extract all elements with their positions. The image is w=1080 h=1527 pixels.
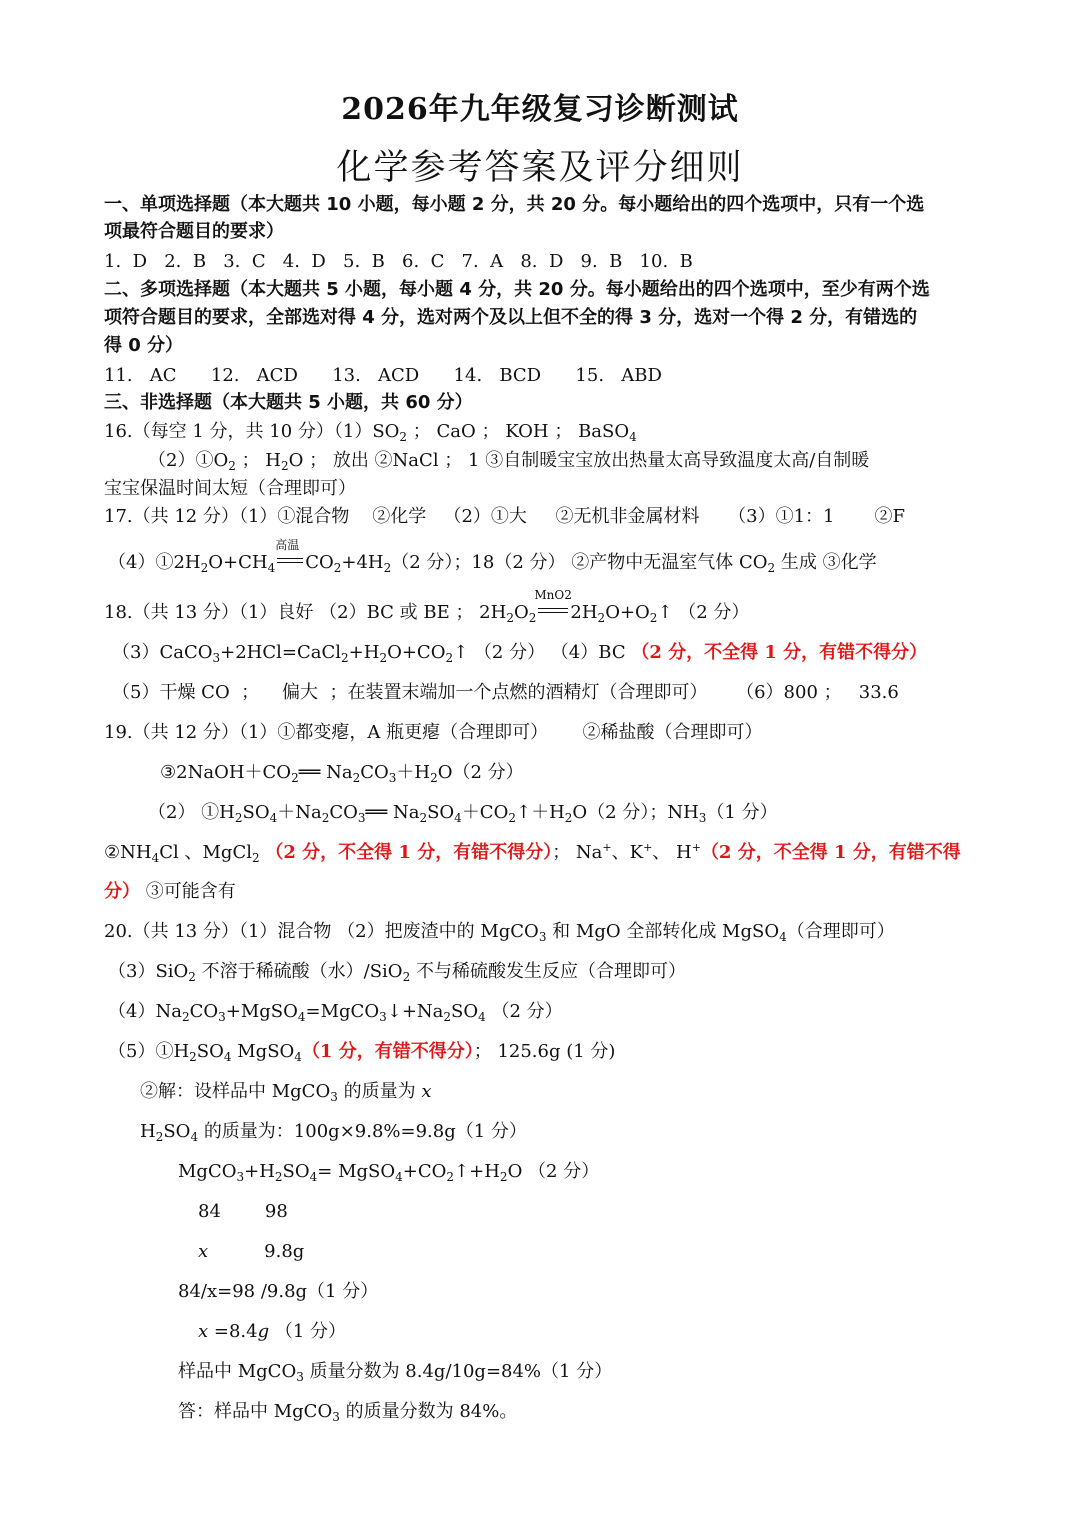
part1-heading-line2: 项最符合题目的要求） [104,221,284,242]
q18-line1: 18.（共 13 分）（1）良好 （2）BC 或 BE ； $2H_2O_2$ MnO2 $2H_2O+O_2↑$ （2 分） [104,588,750,625]
q20-masses: x 9.8g [198,1241,305,1262]
q16-line2: $(2)①O_2$ ； $H_2O$ ； 放出 ②NaCl ； 1 ③自制暖宝宝放出热量太高导致温度太高/自制暖 [148,450,870,473]
q19-tail: ③可能含有 [145,881,236,902]
q19-line5 [104,880,236,904]
q20-solve: ②解：设样品中 MgCO$_3$ 的质量为 x [140,1081,432,1104]
q20-acid-mass: $H_2SO_4$ 的质量为：100g×9.8%=9.8g（1 分） [140,1121,527,1144]
q18-line3: （5）干燥 CO ； 偏大 ；在装置末端加一个点燃的酒精灯（合理即可） （6）800 ； 33.6 [112,682,899,703]
scoring-note: （1 分，有错不得分） [301,1041,474,1062]
molar-mass-h2so4: 98 [264,1201,288,1222]
q17-line2: $(4)①2H_2O+CH_4$ 高温 $CO_2+4H_2(2$ 分）；18（2 分） ②产物中无温室气体 $CO_2$ 生成 ③化学 [108,538,877,575]
q16-prefix: 16.（每空 1 分，共 10 分）（1）SO [104,421,400,442]
q16-line3: 宝宝保温时间太短（合理即可） [104,478,356,499]
q20-result: x =8.4g （1 分） [198,1321,347,1342]
q20-ratio: 84/x=98 /9.8g（1 分） [178,1281,379,1302]
reaction-condition: 高温 [275,551,305,575]
q16-line2-text: ③自制暖宝宝放出热量太高导致温度太高/自制暖 [485,450,870,471]
q17-tail: ；18（2 分） ②产物中无温室气体 CO [453,552,768,573]
part3-heading: 三、非选择题（本大题共 5 小题，共 60 分） [104,392,473,413]
molar-mass-mgco3: 84 [198,1201,221,1222]
part2-heading-line2: 项符合题目的要求，全部选对得 4 分，选对两个及以上但不全的得 3 分，选对一个得 2 分，有错选的 [104,307,918,328]
q20-line3: $(4)Na_2CO_3+MgSO_4=MgCO_3↓+Na_2SO_4$ （2 分） [108,1001,563,1024]
scoring-note-split: （2 分，不全得 1 分，有错不得 [700,842,961,863]
q20-line2: （3）SiO$_2$ 不溶于稀硫酸（水）/SiO$_2$ 不与稀硫酸发生反应（合理即可） [108,961,686,984]
q20-equation: $MgCO_3+H_2SO_4=$ $MgSO_4+CO_2↑+H_2O$ （2 分） [178,1161,600,1184]
acid-mass-value: 9.8g [264,1241,305,1262]
q20-answer: 答：样品中 MgCO$_3$ 的质量分数为 84%。 [178,1401,518,1424]
q20-prefix: 20.（共 13 分）（1）混合物 （2）把废渣中的 MgCO [104,921,539,942]
scoring-note-split-end: 分） [104,881,140,902]
part2-heading-line3: 得 0 分） [104,335,184,356]
part1-answers: 1. D 2. B 3. C 4. D 5. B 6. C 7. A 8. D 9. B 10. B [104,251,693,272]
scoring-note: （2 分，不全得 1 分，有错不得分） [265,842,553,863]
scoring-note: （2 分，不全得 1 分，有错不得分） [631,642,928,663]
q20-percentage: 样品中 MgCO$_3$ 质量分数为 8.4g/10g=84%（1 分） [178,1361,613,1384]
part1-heading-line1: 一、单项选择题（本大题共 10 小题，每小题 2 分，共 20 分。每小题给出的四个选项中，只有一个选 [104,194,925,215]
q18-line2: $(3)CaCO_3+2HCl=CaCl_2+H_2O+CO_2↑$ （2 分） （4）BC （2 分，不全得 1 分，有错不得分） [112,642,928,665]
page-subtitle: 化学参考答案及评分细则 [336,148,744,188]
q19-line4: $②NH_4Cl$ 、MgCl$_2$ （2 分，不全得 1 分，有错不得分）； Na+、K+、 H+（2 分，不全得 1 分，有错不得 [104,841,961,865]
part2-heading-line1: 二、多项选择题（本大题共 5 小题，每小题 4 分，共 20 分。每小题给出的四个选项中，至少有两个选 [104,279,930,300]
q17-line1: 17.（共 12 分）（1）①混合物 ②化学 （2）①大 ②无机非金属材料 （3）①1：1 ②F [104,506,906,527]
q20-line4: $(5)①H_2SO_4$ MgSO$_4$（1 分，有错不得分）； 125.6g (1 分) [108,1041,616,1064]
q19-line3: （2） $①H_2SO_4+Na_2CO_3══$ $Na_2SO_4+CO_2↑+H_2O(2$ 分）；$NH_3(1$ 分） [148,802,778,825]
q16-line1: 16.（每空 1 分，共 10 分）$(1)SO_2$ ； CaO ； KOH ； BaSO$_4$ [104,421,637,444]
q19-line1: 19.（共 12 分）（1）①都变瘪，A 瓶更瘪（合理即可） ②稀盐酸（合理即可） [104,722,763,743]
catalyst-condition: MnO2 [536,601,570,625]
page-title: 2026年九年级复习诊断测试 [341,92,739,127]
q20-molar-masses [198,1200,288,1224]
part2-answers: 11. AC 12. ACD 13. ACD 14. BCD 15. ABD [104,365,662,386]
q19-line2: $③2NaOH+CO_2══$ $Na_2CO_3+H_2O(2$ 分） [160,762,524,785]
q20-line1: 20.（共 13 分）（1）混合物 （2）把废渣中的 MgCO$_3$ 和 MgO 全部转化成 MgSO$_4$（合理即可） [104,921,895,944]
